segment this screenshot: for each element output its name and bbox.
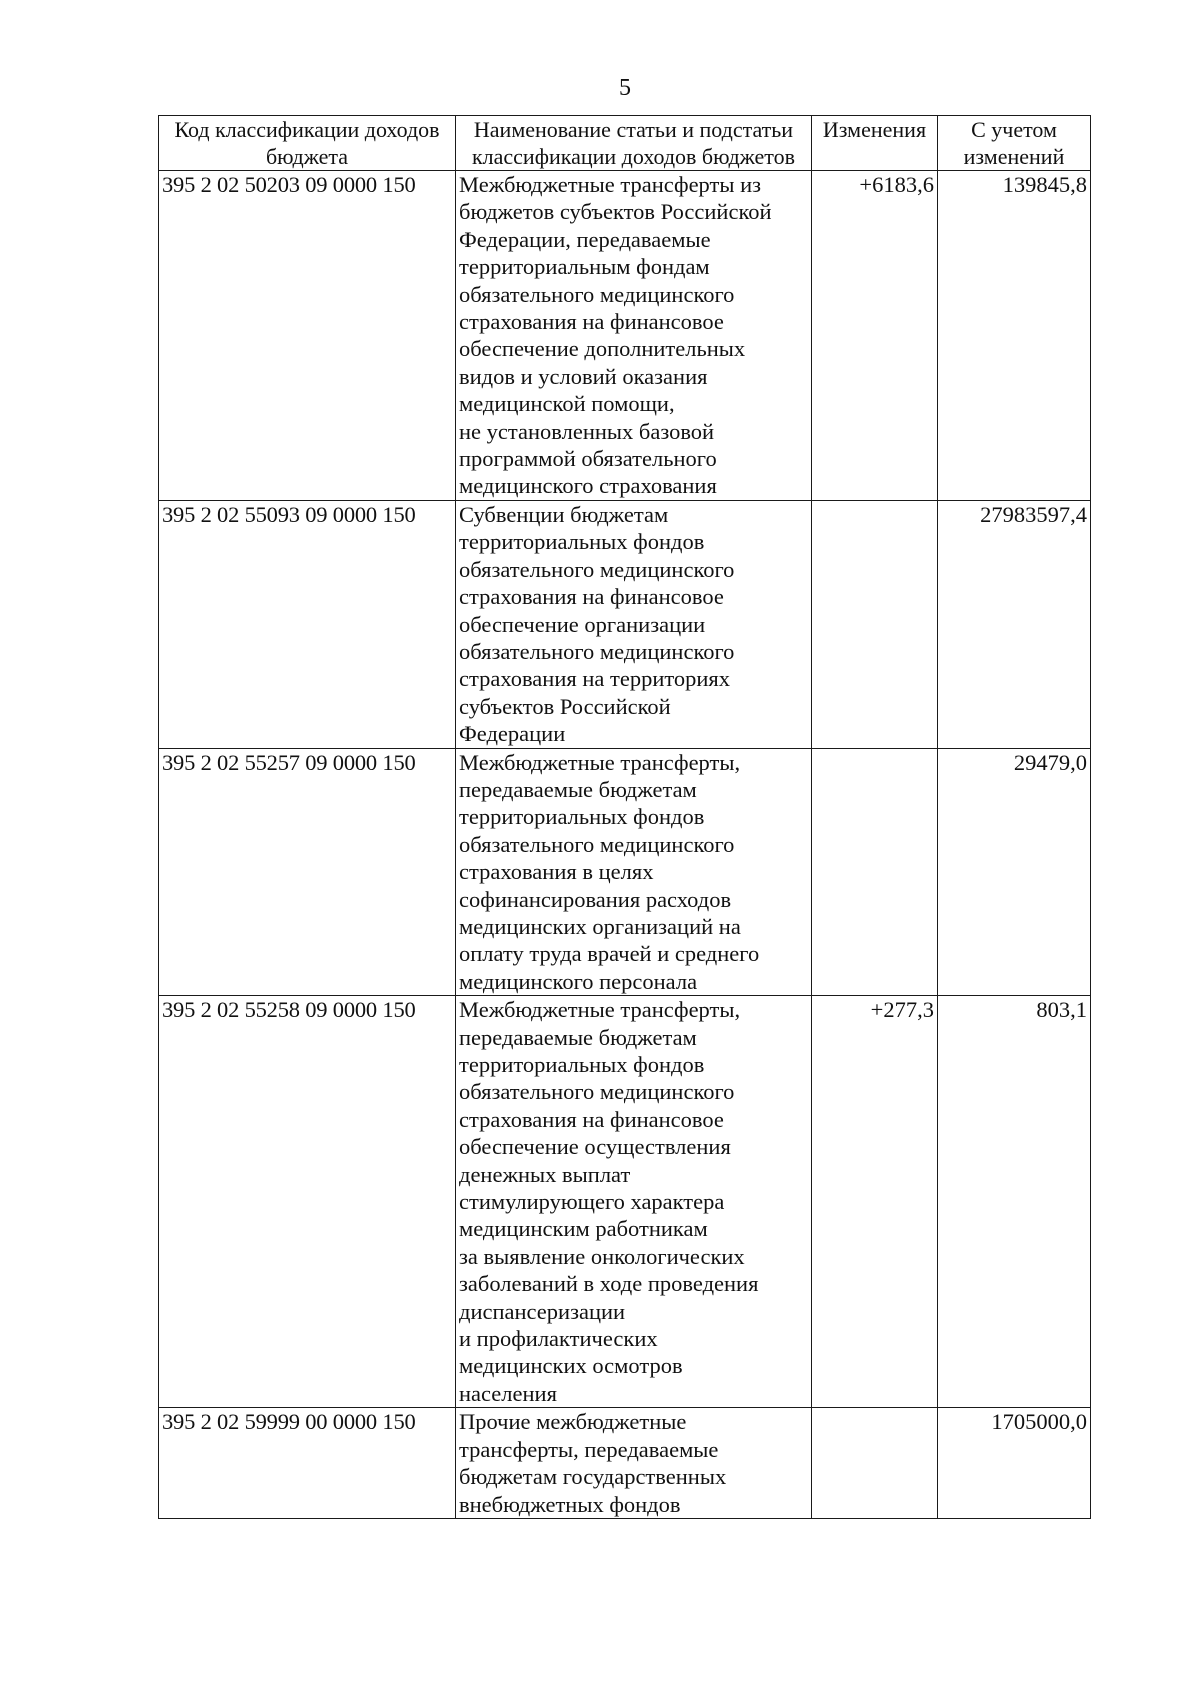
article-name-line: Межбюджетные трансферты, bbox=[459, 997, 741, 1023]
article-name-line: территориальных фондов bbox=[459, 1052, 705, 1077]
total-with-changes-cell: 27983597,4 bbox=[938, 500, 1091, 748]
table-row bbox=[159, 748, 1091, 996]
article-name-line: медицинских осмотров bbox=[459, 1353, 683, 1379]
article-name-line: населения bbox=[459, 1380, 557, 1406]
total-with-changes-cell: 139845,8 bbox=[938, 171, 1091, 501]
article-name-line: медицинских организаций на bbox=[459, 913, 741, 939]
classification-code-cell: 395 2 02 55258 09 0000 150 bbox=[159, 996, 456, 1408]
changes-cell: +277,3 bbox=[812, 996, 938, 1408]
header-total: С учетом изменений bbox=[938, 116, 1091, 171]
article-name-line: денежных выплат bbox=[459, 1161, 631, 1187]
classification-code-cell: 395 2 02 50203 09 0000 150 bbox=[159, 171, 456, 501]
article-name-line: внебюджетных фондов bbox=[459, 1491, 681, 1517]
classification-code-cell: 395 2 02 55093 09 0000 150 bbox=[159, 500, 456, 748]
article-name-line: передаваемые бюджетам bbox=[459, 1024, 697, 1050]
article-name-line: программой обязательного bbox=[459, 446, 717, 472]
article-name-line: медицинского страхования bbox=[459, 473, 717, 499]
article-name-line: софинансирования расходов bbox=[459, 886, 732, 912]
article-name-line: медицинским работникам bbox=[459, 1216, 708, 1242]
table-row bbox=[159, 996, 1091, 1408]
article-name-line: обязательного медицинского bbox=[459, 638, 735, 664]
table-row bbox=[159, 500, 1091, 748]
article-name-line: трансферты, передаваемые bbox=[459, 1436, 719, 1462]
article-name-line: обеспечение осуществления bbox=[459, 1134, 731, 1160]
changes-cell bbox=[812, 1408, 938, 1519]
article-name-line: Межбюджетные трансферты, bbox=[459, 749, 741, 775]
article-name-line: территориальных фондов bbox=[459, 529, 705, 555]
article-name-line: за выявление онкологических bbox=[459, 1243, 745, 1269]
article-name-cell bbox=[456, 1408, 812, 1519]
article-name-line: обязательного медицинского bbox=[459, 1079, 735, 1105]
article-name-line: Федерации bbox=[459, 721, 566, 747]
header-changes: Изменения bbox=[812, 116, 938, 171]
table-body bbox=[159, 171, 1091, 1519]
article-name-line: медицинской помощи, bbox=[459, 391, 675, 417]
article-name-line: обязательного медицинского bbox=[459, 281, 735, 307]
article-name-cell bbox=[456, 748, 812, 996]
total-with-changes-cell: 1705000,0 bbox=[938, 1408, 1091, 1519]
article-name-line: заболеваний в ходе проведения bbox=[459, 1271, 759, 1297]
article-name-line: страхования на финансовое bbox=[459, 309, 724, 335]
article-name-line: страхования на территориях bbox=[459, 666, 731, 692]
article-name-line: субъектов Российской bbox=[459, 693, 671, 719]
article-name-line: обязательного медицинского bbox=[459, 556, 735, 582]
article-name-line: Федерации, передаваемые bbox=[459, 226, 711, 252]
article-name-line: стимулирующего характера bbox=[459, 1189, 725, 1215]
classification-code-cell: 395 2 02 59999 00 0000 150 bbox=[159, 1408, 456, 1519]
table-header-row bbox=[159, 116, 1091, 171]
article-name-line: территориальным фондам bbox=[459, 254, 710, 280]
article-name-line: оплату труда врачей и среднего bbox=[459, 941, 760, 967]
article-name-line: Межбюджетные трансферты из bbox=[459, 172, 762, 197]
article-name-line: страхования на финансовое bbox=[459, 584, 724, 610]
article-name-line: бюджетам государственных bbox=[459, 1464, 727, 1490]
classification-code-cell: 395 2 02 55257 09 0000 150 bbox=[159, 748, 456, 996]
changes-cell: +6183,6 bbox=[812, 171, 938, 501]
article-name-line: Субвенции бюджетам bbox=[459, 501, 669, 527]
article-name-cell bbox=[456, 171, 812, 501]
budget-revenue-table bbox=[158, 115, 1091, 1519]
article-name-line: Прочие межбюджетные bbox=[459, 1409, 687, 1435]
article-name-line: и профилактических bbox=[459, 1326, 658, 1352]
changes-cell bbox=[812, 748, 938, 996]
article-name-cell bbox=[456, 996, 812, 1408]
header-name: Наименование статьи и подстатьи классификации доходов бюджетов bbox=[456, 116, 812, 171]
header-code: Код классификации доходов бюджета bbox=[159, 116, 456, 171]
article-name-line: диспансеризации bbox=[459, 1298, 626, 1324]
article-name-line: обеспечение дополнительных bbox=[459, 336, 746, 362]
article-name-line: обеспечение организации bbox=[459, 611, 706, 637]
article-name-line: страхования в целях bbox=[459, 859, 654, 885]
table-row bbox=[159, 1408, 1091, 1519]
table-row bbox=[159, 171, 1091, 501]
article-name-line: передаваемые бюджетам bbox=[459, 776, 697, 802]
total-with-changes-cell: 29479,0 bbox=[938, 748, 1091, 996]
article-name-line: страхования на финансовое bbox=[459, 1106, 724, 1132]
article-name-cell bbox=[456, 500, 812, 748]
article-name-line: медицинского персонала bbox=[459, 968, 698, 994]
article-name-line: не установленных базовой bbox=[459, 418, 715, 444]
article-name-line: территориальных фондов bbox=[459, 804, 705, 830]
article-name-line: видов и условий оказания bbox=[459, 363, 708, 389]
page-number: 5 bbox=[619, 75, 631, 101]
article-name-line: обязательного медицинского bbox=[459, 831, 735, 857]
article-name-line: бюджетов субъектов Российской bbox=[459, 199, 772, 225]
changes-cell bbox=[812, 500, 938, 748]
total-with-changes-cell: 803,1 bbox=[938, 996, 1091, 1408]
